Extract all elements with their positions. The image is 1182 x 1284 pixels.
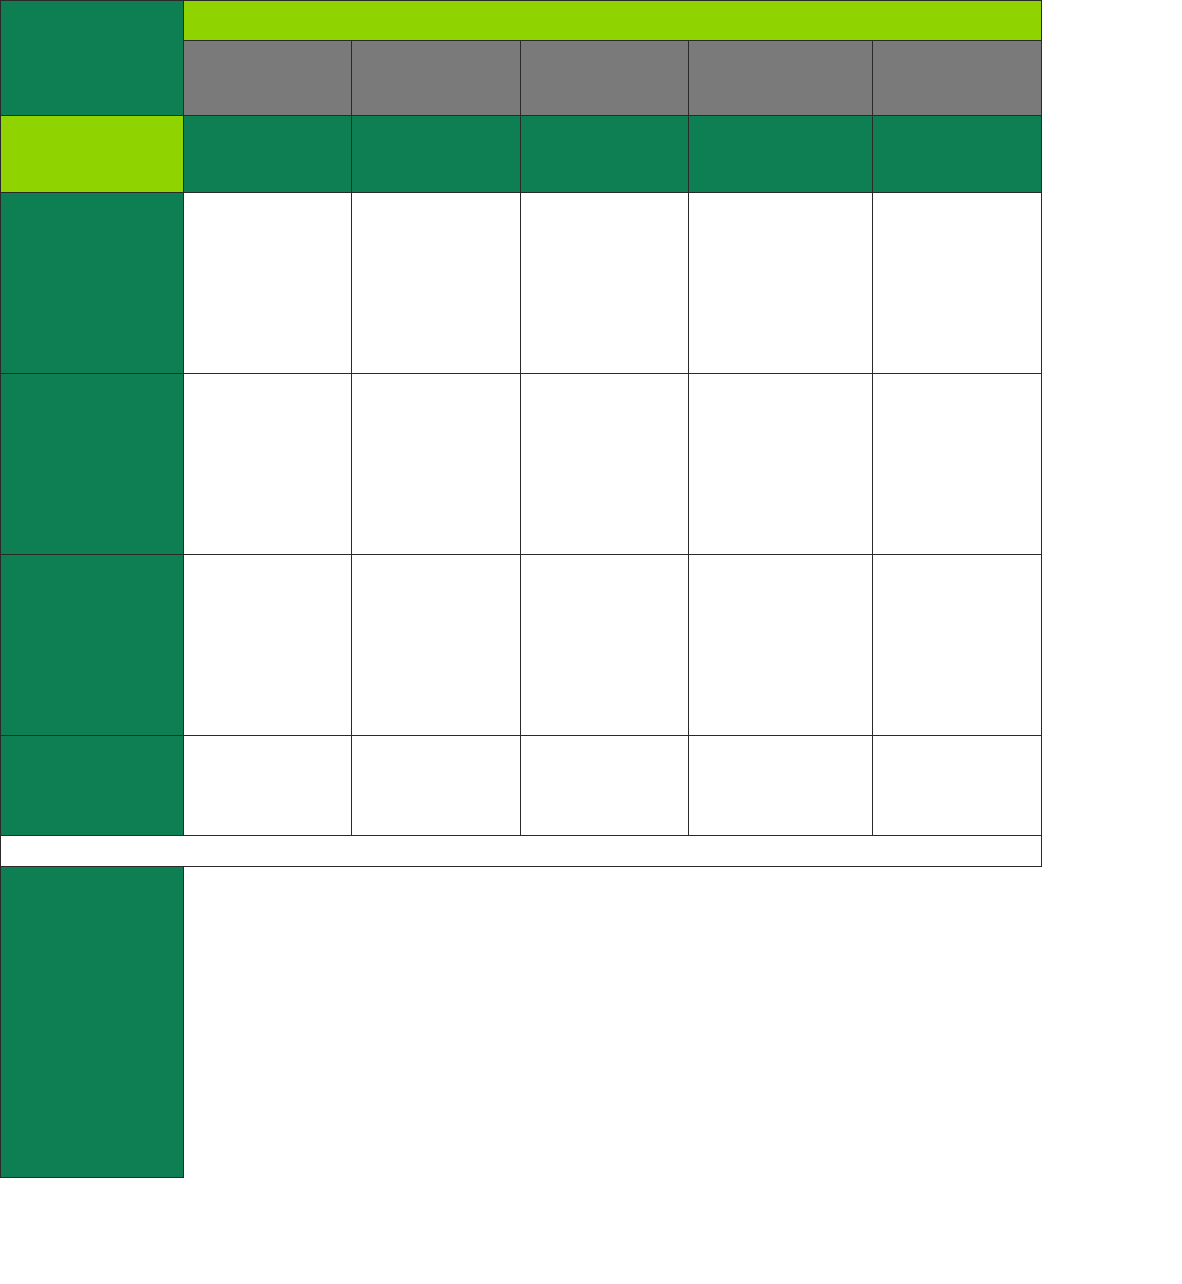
propedeutico-cell xyxy=(183,115,352,193)
course-cell xyxy=(688,554,873,736)
course-cell xyxy=(872,192,1042,374)
course-cell xyxy=(688,373,873,555)
corner-cell xyxy=(0,0,184,116)
propedeutico-cell xyxy=(688,115,873,193)
course-cell xyxy=(351,735,521,836)
column-header xyxy=(520,40,689,116)
course-cell xyxy=(183,373,352,555)
propedeutico-cell xyxy=(351,115,521,193)
propedeutico-cell xyxy=(872,115,1042,193)
propedeutico-cell xyxy=(520,115,689,193)
course-name xyxy=(689,736,872,738)
propedeutico-label xyxy=(0,115,184,193)
spacer-row xyxy=(0,835,1042,867)
semester-label xyxy=(0,554,184,736)
semester-label xyxy=(0,735,184,836)
column-header xyxy=(688,40,873,116)
course-cell xyxy=(351,554,521,736)
semester-label xyxy=(0,373,184,555)
course-cell xyxy=(520,554,689,736)
course-cell xyxy=(688,192,873,374)
semester-label xyxy=(0,192,184,374)
header-title xyxy=(183,0,1042,41)
column-header xyxy=(872,40,1042,116)
course-cell xyxy=(872,373,1042,555)
column-header xyxy=(351,40,521,116)
course-cell xyxy=(183,735,352,836)
column-header xyxy=(183,40,352,116)
course-cell xyxy=(520,192,689,374)
course-cell xyxy=(688,735,873,836)
course-cell xyxy=(183,192,352,374)
course-cell xyxy=(872,554,1042,736)
course-cell xyxy=(351,373,521,555)
optativas-label xyxy=(0,866,184,1178)
course-cell xyxy=(351,192,521,374)
course-cell xyxy=(520,735,689,836)
course-cell xyxy=(520,373,689,555)
course-cell xyxy=(872,735,1042,836)
course-cell xyxy=(183,554,352,736)
